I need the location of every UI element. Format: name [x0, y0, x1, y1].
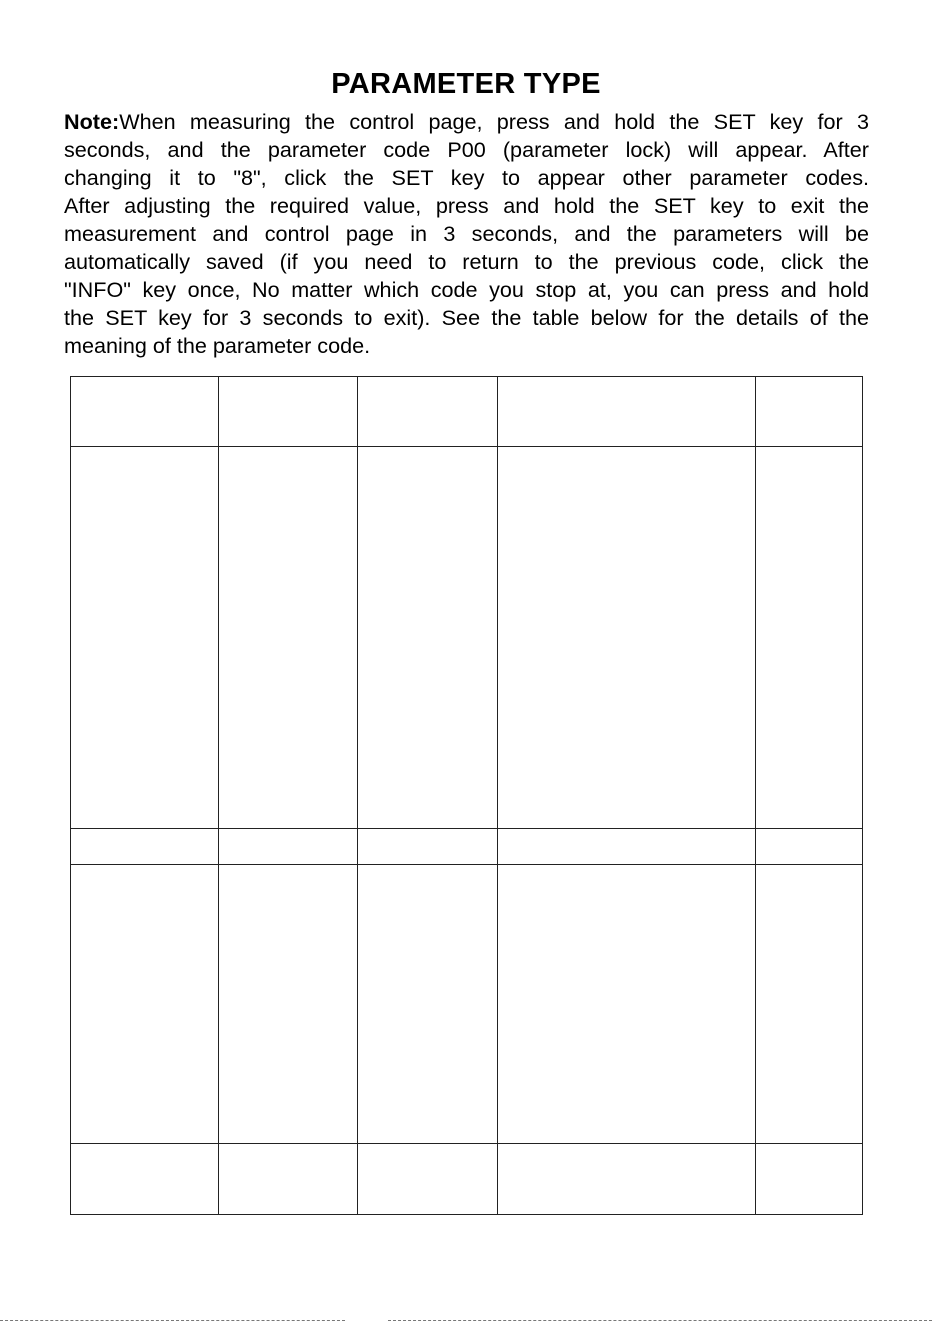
note-line: After adjusting the required value, press and hold the SET key to exit the — [64, 193, 869, 218]
table-cell — [219, 865, 358, 1144]
table-cell — [71, 377, 219, 447]
table-cell — [498, 447, 756, 829]
note-label: Note: — [64, 109, 120, 134]
note-line: automatically saved (if you need to return to the previous code, click the — [64, 249, 869, 274]
table-cell — [358, 377, 498, 447]
table-row — [71, 829, 863, 865]
table-cell — [358, 447, 498, 829]
note-line: measurement and control page in 3 seconds, and the parameters will be — [64, 221, 869, 246]
page-title: PARAMETER TYPE — [331, 68, 601, 100]
table-cell — [498, 377, 756, 447]
table-cell — [358, 865, 498, 1144]
table-row — [71, 865, 863, 1144]
table-cell — [219, 377, 358, 447]
table-row — [71, 447, 863, 829]
note-line: "INFO" key once, No matter which code you stop at, you can press and hold — [64, 277, 869, 302]
table-cell — [756, 447, 863, 829]
table-cell — [219, 447, 358, 829]
table-cell — [358, 829, 498, 865]
page-edge-rule-left — [0, 1320, 345, 1321]
note-line: meaning of the parameter code. — [64, 333, 371, 358]
note-line: seconds, and the parameter code P00 (parameter lock) will appear. After — [64, 137, 869, 162]
note-line: the SET key for 3 seconds to exit). See the table below for the details of the — [64, 305, 869, 330]
note-line — [64, 108, 869, 136]
note-line-text: When measuring the control page, press and hold the SET key for 3 — [119, 109, 869, 134]
note-paragraph — [64, 108, 869, 360]
table-cell — [756, 377, 863, 447]
table-cell — [219, 1144, 358, 1215]
parameter-table — [70, 376, 863, 1215]
table-cell — [219, 829, 358, 865]
table-cell — [71, 865, 219, 1144]
page-edge-rule-right — [388, 1320, 932, 1321]
table-cell — [498, 865, 756, 1144]
table-row — [71, 377, 863, 447]
table-cell — [71, 829, 219, 865]
table-cell — [756, 865, 863, 1144]
table-cell — [756, 1144, 863, 1215]
table-cell — [71, 447, 219, 829]
table-cell — [71, 1144, 219, 1215]
table-cell — [498, 1144, 756, 1215]
table-cell — [358, 1144, 498, 1215]
note-line: changing it to "8", click the SET key to appear other parameter codes. — [64, 165, 869, 190]
table-cell — [756, 829, 863, 865]
table-cell — [498, 829, 756, 865]
table-row — [71, 1144, 863, 1215]
